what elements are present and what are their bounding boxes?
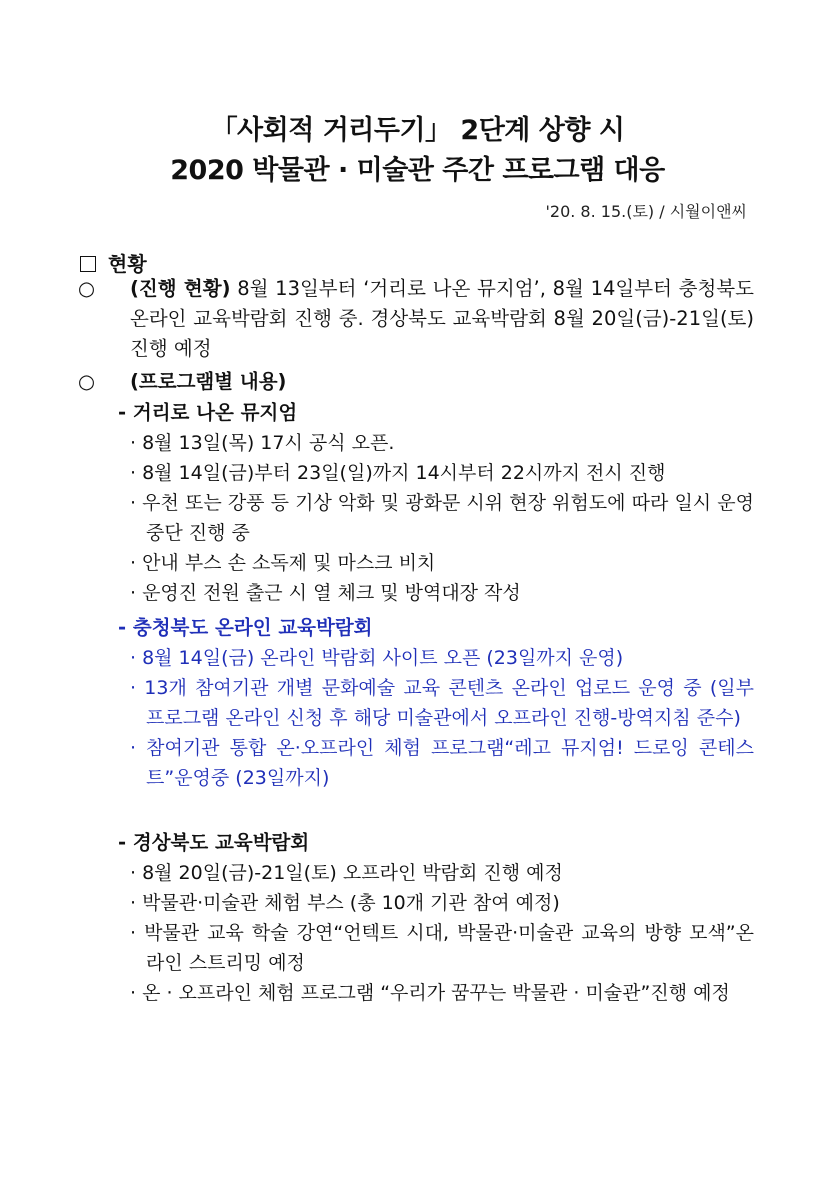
group-heading-street-museum: - 거리로 나온 뮤지엄	[118, 401, 298, 424]
date-author: '20. 8. 15.(토) / 시월이앤씨	[545, 202, 747, 221]
list-item: · 운영진 전원 출근 시 열 체크 및 방역대장 작성	[130, 582, 521, 604]
title-line-2: 2020 박물관 · 미술관 주간 프로그램 대응	[170, 155, 665, 186]
status-bullet	[78, 274, 754, 364]
list-item: · 8월 13일(목) 17시 공식 오픈.	[130, 432, 395, 454]
status-text: 8월 13일부터 ‘거리로 나온 뮤지엄’, 8월 14일부터 충청북도 온라인 교육박람회 진행 중. 경상북도 교육박람회 8월 20일(금)-21일(토) 진행 예정	[130, 277, 754, 360]
list-item: · 8월 14일(금) 온라인 박람회 사이트 오픈 (23일까지 운영)	[130, 647, 624, 669]
list-item: · 13개 참여기관 개별 문화예술 교육 콘텐츠 온라인 업로드 운영 중 (일부 프로그램 온라인 신청 후 해당 미술관에서 오프라인 진행-방역지침 준수)	[130, 677, 754, 729]
group-heading-gyeongbuk: - 경상북도 교육박람회	[118, 831, 310, 854]
group-list-gyeongbuk	[130, 858, 754, 1008]
list-item: · 박물관·미술관 체험 부스 (총 10개 기관 참여 예정)	[130, 892, 560, 914]
list-item: · 안내 부스 손 소독제 및 마스크 비치	[130, 552, 436, 574]
circle-bullet-icon: ○	[78, 277, 96, 300]
title-line-1: 「사회적 거리두기」 2단계 상향 시	[210, 115, 625, 146]
circle-bullet-icon: ○	[78, 370, 96, 393]
programs-bullet	[78, 367, 754, 397]
section-heading	[80, 248, 147, 277]
list-item: · 온 · 오프라인 체험 프로그램 “우리가 꿈꾸는 박물관 · 미술관”진행 예정	[130, 982, 730, 1004]
list-item: · 참여기관 통합 온·오프라인 체험 프로그램“레고 뮤지엄! 드로잉 콘테스트”운영중 (23일까지)	[130, 737, 754, 789]
group-list-street-museum	[130, 428, 754, 608]
checkbox-square-icon	[80, 256, 96, 272]
list-item: · 박물관 교육 학술 강연“언텍트 시대, 박물관·미술관 교육의 방향 모색”온라인 스트리밍 예정	[130, 922, 754, 974]
list-item: · 8월 20일(금)-21일(토) 오프라인 박람회 진행 예정	[130, 862, 563, 884]
programs-label: (프로그램별 내용)	[130, 370, 287, 393]
group-list-chungbuk	[130, 643, 754, 793]
list-item: · 우천 또는 강풍 등 기상 악화 및 광화문 시위 현장 위험도에 따라 일시 운영 중단 진행 중	[130, 492, 754, 544]
group-heading-chungbuk: - 충청북도 온라인 교육박람회	[118, 616, 373, 639]
status-label: (진행 현황)	[130, 277, 231, 300]
list-item: · 8월 14일(금)부터 23일(일)까지 14시부터 22시까지 전시 진행	[130, 462, 666, 484]
section-heading-text: 현황	[108, 252, 147, 276]
